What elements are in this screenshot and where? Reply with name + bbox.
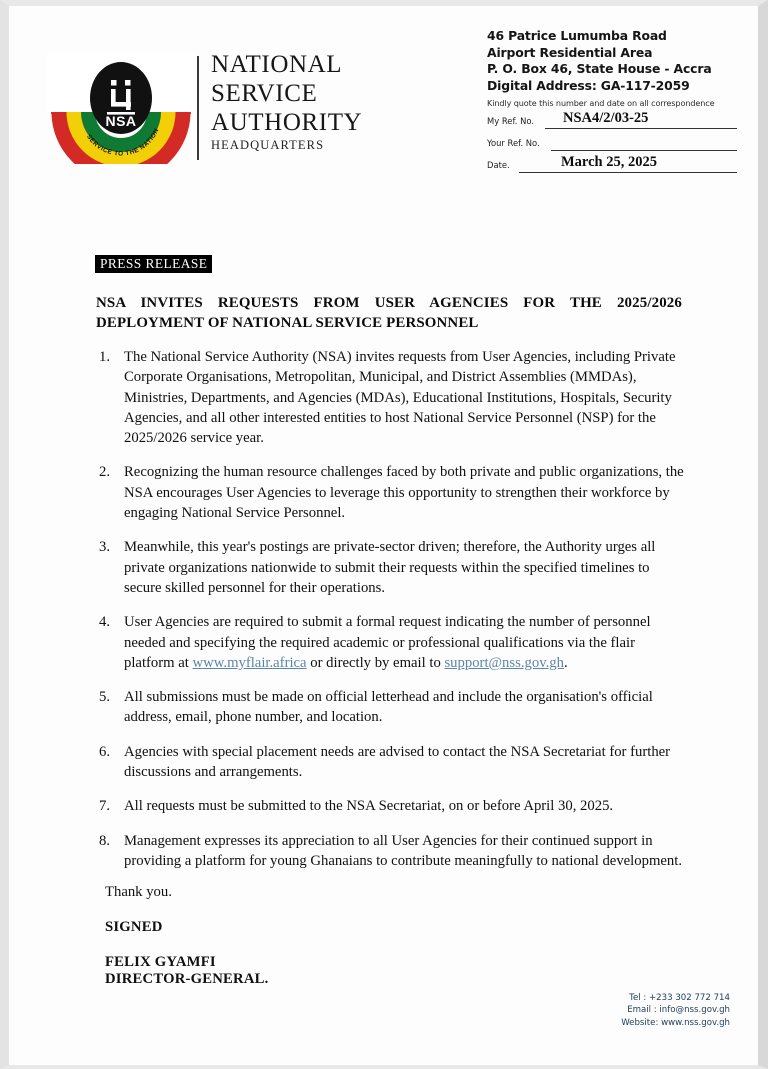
footer-website: Website: www.nss.gov.gh [621, 1017, 730, 1028]
list-item [96, 831, 684, 872]
svg-text:SERVICE TO THE NATION: SERVICE TO THE NATION [85, 127, 161, 158]
item-text-between-links: or directly by email to [306, 654, 445, 671]
item-text-before-link: User Agencies are required to submit a formal request indicating the number of personnel needed and specifying the required academic or professional qualifications via the flair platform at [124, 614, 651, 671]
footer-email: Email : info@nss.gov.gh [627, 1005, 730, 1016]
svg-text:NSA: NSA [105, 113, 137, 129]
page-sheet [9, 6, 758, 1065]
item-number: 1. [99, 349, 111, 365]
address-line-3: P. O. Box 46, State House - Accra [487, 61, 712, 77]
list-item [96, 537, 684, 598]
item-number: 3. [99, 539, 111, 556]
address-line-1: 46 Patrice Lumumba Road [487, 28, 667, 43]
list-item [96, 612, 684, 673]
organization-logo-block [47, 48, 377, 168]
your-ref-rule [551, 150, 737, 151]
item-number: 2. [99, 464, 111, 481]
letterhead [9, 6, 758, 186]
item-text: Agencies with special placement needs are advised to contact the NSA Secretariat for further discussions and arrangements. [124, 743, 671, 781]
organization-name [211, 50, 391, 153]
date-label: Date. [487, 160, 510, 171]
org-subtitle: HEADQUARTERS [211, 138, 325, 152]
your-ref-row [487, 133, 737, 152]
item-text: Recognizing the human resource challenges faced by both private and public organizations, the NSA encourages User Agencies to leverage this opportunity to strengthen their workforce by engaging National Service Personnel. [124, 464, 684, 522]
list-item [96, 796, 684, 816]
item-text: The National Service Authority (NSA) invites requests from User Agencies, including Private Corporate Organisations, Metropolitan, Municipal, and District Assemblies (MMDAs), Ministries, Departments, and Agencies (MDAs), Educational Institutions, Hospitals, Security Agencies, and all other interested entities to host National Service Personnel (NSP) for the 2025/2026 service year. [124, 349, 676, 447]
address-block [487, 28, 737, 174]
thank-you-text: Thank you. [105, 884, 172, 900]
date-rule [519, 172, 737, 173]
list-item [96, 347, 684, 448]
footer-tel: Tel : +233 302 772 714 [629, 993, 730, 1003]
flair-website-link[interactable]: www.myflair.africa [192, 654, 307, 671]
item-text: All submissions must be made on official letterhead and include the organisation's official address, email, phone number, and location. [124, 689, 653, 726]
your-ref-label: Your Ref. No. [487, 138, 540, 149]
item-text: Management expresses its appreciation to all User Agencies for their continued support in providing a platform for young Ghanaians to contribute meaningfully to national development. [124, 832, 682, 869]
item-number: 6. [99, 743, 111, 760]
signed-label: SIGNED [105, 919, 163, 935]
signatory-name: FELIX GYAMFI [105, 954, 216, 970]
my-ref-rule [545, 128, 737, 129]
address-line-2: Airport Residential Area [487, 44, 653, 60]
logo-divider [197, 56, 199, 160]
my-ref-row [487, 111, 737, 130]
org-name-line-3: AUTHORITY [211, 109, 363, 136]
my-ref-value: NSA4/2/03-25 [563, 110, 649, 127]
address-line-4: Digital Address: GA-117-2059 [487, 77, 690, 93]
item-text-after-link: . [563, 654, 568, 671]
support-email-link[interactable]: support@nss.gov.gh [444, 654, 564, 671]
date-row [487, 155, 737, 174]
footer-contact-block [621, 992, 730, 1029]
date-value: March 25, 2025 [561, 154, 657, 171]
org-name-line-1: NATIONAL [211, 51, 343, 78]
nsa-logo-icon [47, 52, 195, 164]
quote-note: Kindly quote this number and date on all correspondence [487, 98, 715, 109]
my-ref-label: My Ref. No. [487, 116, 535, 127]
page-title: NSA INVITES REQUESTS FROM USER AGENCIES FOR THE 2025/2026 DEPLOYMENT OF NATIONAL SERVICE PERSONNEL [96, 295, 682, 331]
list-item [96, 462, 684, 523]
item-number: 4. [99, 614, 111, 631]
item-text: All requests must be submitted to the NSA Secretariat, on or before April 30, 2025. [124, 798, 614, 815]
press-release-badge: PRESS RELEASE [95, 255, 212, 273]
item-number: 7. [99, 798, 111, 815]
list-item [96, 742, 684, 783]
numbered-paragraph-list [96, 347, 684, 885]
signatory-role: DIRECTOR-GENERAL. [105, 971, 269, 987]
item-text: Meanwhile, this year's postings are private-sector driven; therefore, the Authority urges all private organizations nationwide to submit their requests within the specified timelines to secure skilled personnel for their operations. [124, 539, 656, 596]
item-number: 8. [99, 832, 111, 849]
org-name-line-2: SERVICE [211, 80, 318, 107]
list-item [96, 687, 684, 728]
item-number: 5. [99, 689, 111, 706]
